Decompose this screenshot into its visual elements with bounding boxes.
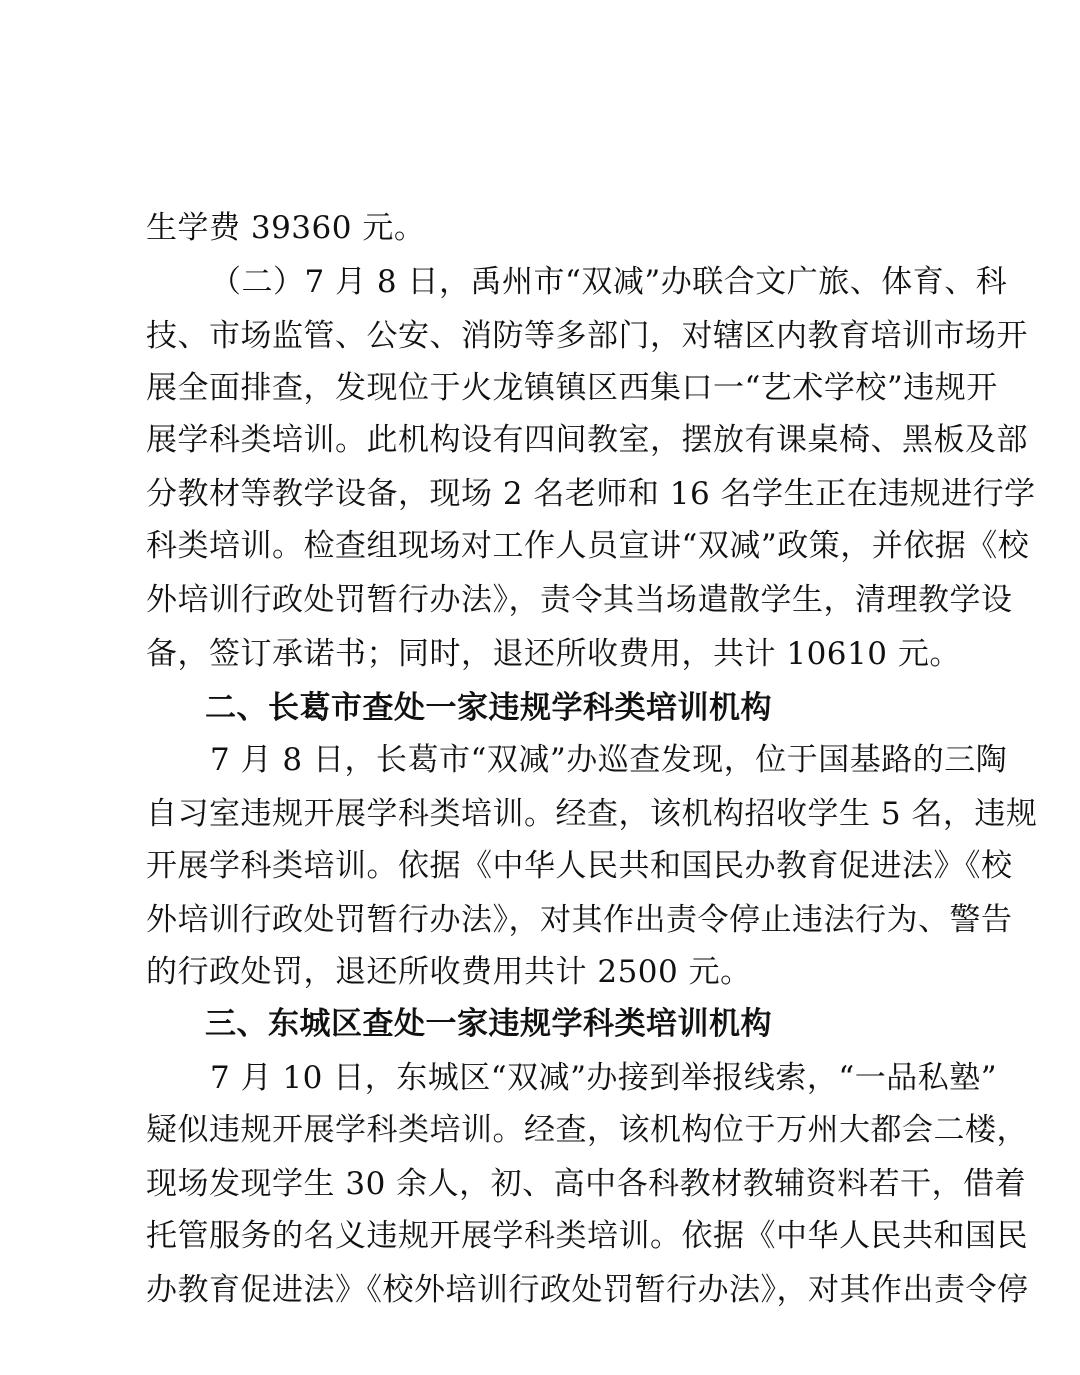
body-line-9: 备，签订承诺书；同时，退还所收费用，共计 10610 元。 [146,636,961,672]
body-line-6: 分教材等教学设备，现场 2 名老师和 16 名学生正在违规进行学 [146,476,1036,512]
section-heading-3: 三、东城区查处一家违规学科类培训机构 [205,1006,772,1042]
body-line-2: （二）7 月 8 日，禹州市“双减”办联合文广旅、体育、科 [210,264,1008,300]
body-line-1: 生学费 39360 元。 [146,210,426,246]
body-line-3: 技、市场监管、公安、消防等多部门，对辖区内教育培训市场开 [146,318,1028,354]
body-line-17: 现场发现学生 30 余人，初、高中各科教材教辅资料若干，借着 [146,1166,1027,1202]
body-line-18: 托管服务的名义违规开展学科类培训。依据《中华人民共和国民 [146,1218,1028,1254]
section-heading-2: 二、长葛市查处一家违规学科类培训机构 [205,690,772,726]
body-line-12: 开展学科类培训。依据《中华人民共和国民办教育促进法》《校 [146,848,1013,884]
body-line-11: 自习室违规开展学科类培训。经查，该机构招收学生 5 名，违规 [146,796,1038,832]
body-line-4: 展全面排查，发现位于火龙镇镇区西集口一“艺术学校”违规开 [146,370,998,406]
body-line-10: 7 月 8 日，长葛市“双减”办巡查发现，位于国基路的三陶 [210,742,1008,778]
body-line-16: 疑似违规开展学科类培训。经查，该机构位于万州大都会二楼， [146,1112,1028,1148]
body-line-13: 外培训行政处罚暂行办法》，对其作出责令停止违法行为、警告 [146,902,1013,938]
body-line-15: 7 月 10 日，东城区“双减”办接到举报线索，“一品私塾” [210,1060,998,1096]
body-line-19: 办教育促进法》《校外培训行政处罚暂行办法》，对其作出责令停 [146,1272,1029,1308]
body-line-14: 的行政处罚，退还所收费用共计 2500 元。 [146,954,752,990]
body-line-5: 展学科类培训。此机构设有四间教室，摆放有课桌椅、黑板及部 [146,422,1028,458]
body-line-7: 科类培训。检查组现场对工作人员宣讲“双减”政策，并依据《校 [146,528,1030,564]
body-line-8: 外培训行政处罚暂行办法》，责令其当场遣散学生，清理教学设 [146,582,1013,618]
